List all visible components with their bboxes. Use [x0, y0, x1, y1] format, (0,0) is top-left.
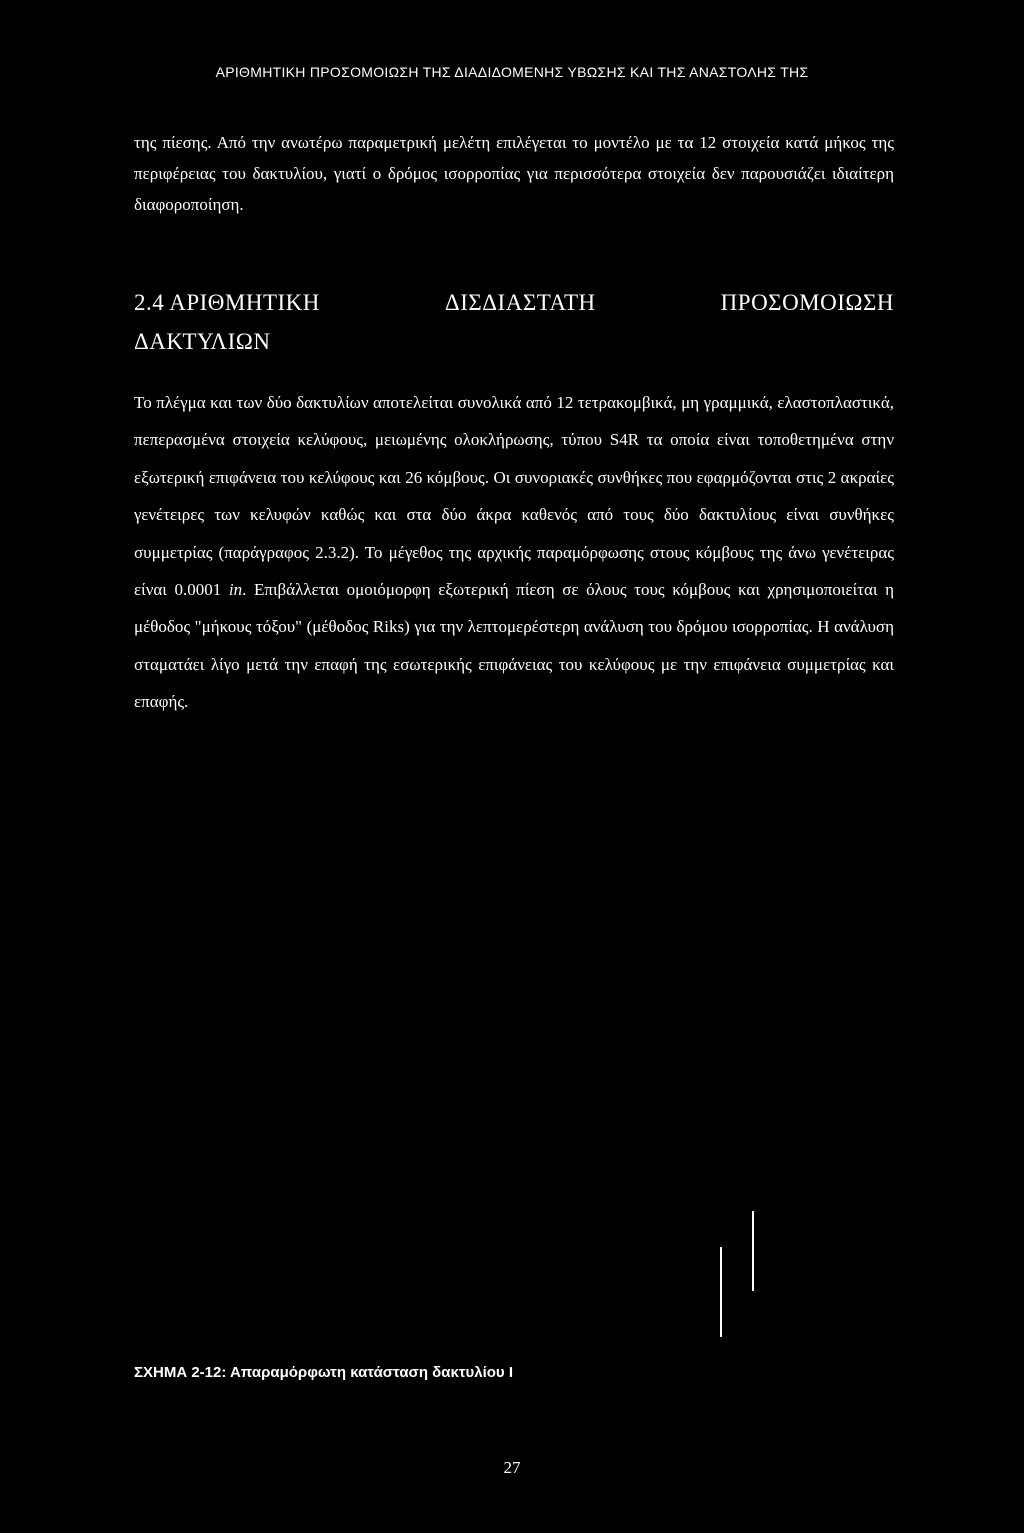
section-heading-line-2 [134, 322, 894, 361]
figure-ring-edge-line [752, 1211, 754, 1291]
section-number-and-title-word [134, 283, 320, 322]
paragraph-text-part-1: Το πλέγμα και των δύο δακτυλίων αποτελείται συνολικά από 12 τετρακομβικά, μη γραμμικά, ελαστοπλαστικά, πεπερασμένα στοιχεία κελύφους, μειωμένης ολοκλήρωσης, τύπου S4R τα οποία είναι τοποθετημένα στην εξωτερική επιφάνεια του κελύφους και 26 κόμβους. Οι συνοριακές συνθήκες που εφαρμόζονται στις 2 ακραίες γενέτειρες των κελυφών καθώς και στα δύο άκρα καθενός από τους δύο δακτυλίους είναι συνθήκες συμμετρίας (παράγραφος 2.3.2). Το μέγεθος της αρχικής παραμόρφωσης στους κόμβους της άνω γενέτειρας είναι 0.0001 [134, 393, 894, 600]
page-number: 27 [503, 1458, 521, 1477]
paragraph-intro: της πίεσης. Από την ανωτέρω παραμετρική μελέτη επιλέγεται το μοντέλο με τα 12 στοιχεία κατά μήκος της περιφέρειας του δακτυλίου, γιατί ο δρόμος ισορροπίας για περισσότερα στοιχεία δεν παρουσιάζει ιδιαίτερη διαφοροποίηση. [134, 133, 894, 214]
section-heading-line-1 [134, 283, 894, 322]
unit-inches: in [228, 580, 243, 600]
section-title-word-3: ΠΡΟΣΟΜΟΙΩΣΗ [720, 290, 894, 315]
figure-caption: ΣΧΗΜΑ 2-12: Απαραμόρφωτη κατάσταση δακτυλίου Ι [134, 1364, 513, 1381]
section-title-word-4: ΔΑΚΤΥΛΙΩΝ [134, 329, 271, 354]
figure-ring-edge-line [720, 1247, 722, 1337]
section-title-word-1: ΑΡΙΘΜΗΤΙΚΗ [169, 290, 320, 315]
figure-undeformed-ring [700, 1205, 780, 1335]
section-heading [134, 283, 894, 361]
section-number: 2.4 [134, 290, 165, 315]
paragraph-text-part-2: . Επιβάλλεται ομοιόμορφη εξωτερική πίεση σε όλους τους κόμβους και χρησιμοποιείται η μέθοδος "μήκους τόξου" (μέθοδος Riks) για την λεπτομερέστερη ανάλυση του δρόμου ισορροπίας. Η ανάλυση σταματάει λίγο μετά την επαφή της εσωτερικής επιφάνειας του κελύφους με την επιφάνεια συμμετρίας και επαφής. [134, 580, 894, 712]
section-title-word-2: ΔΙΣΔΙΑΣΤΑΤΗ [444, 290, 596, 315]
running-header: ΑΡΙΘΜΗΤΙΚΗ ΠΡΟΣΟΜΟΙΩΣΗ ΤΗΣ ΔΙΑΔΙΔΟΜΕΝΗΣ ΥΒΩΣΗΣ ΚΑΙ ΤΗΣ ΑΝΑΣΤΟΛΗΣ ΤΗΣ [215, 64, 809, 80]
paragraph-mesh-description [134, 384, 894, 721]
